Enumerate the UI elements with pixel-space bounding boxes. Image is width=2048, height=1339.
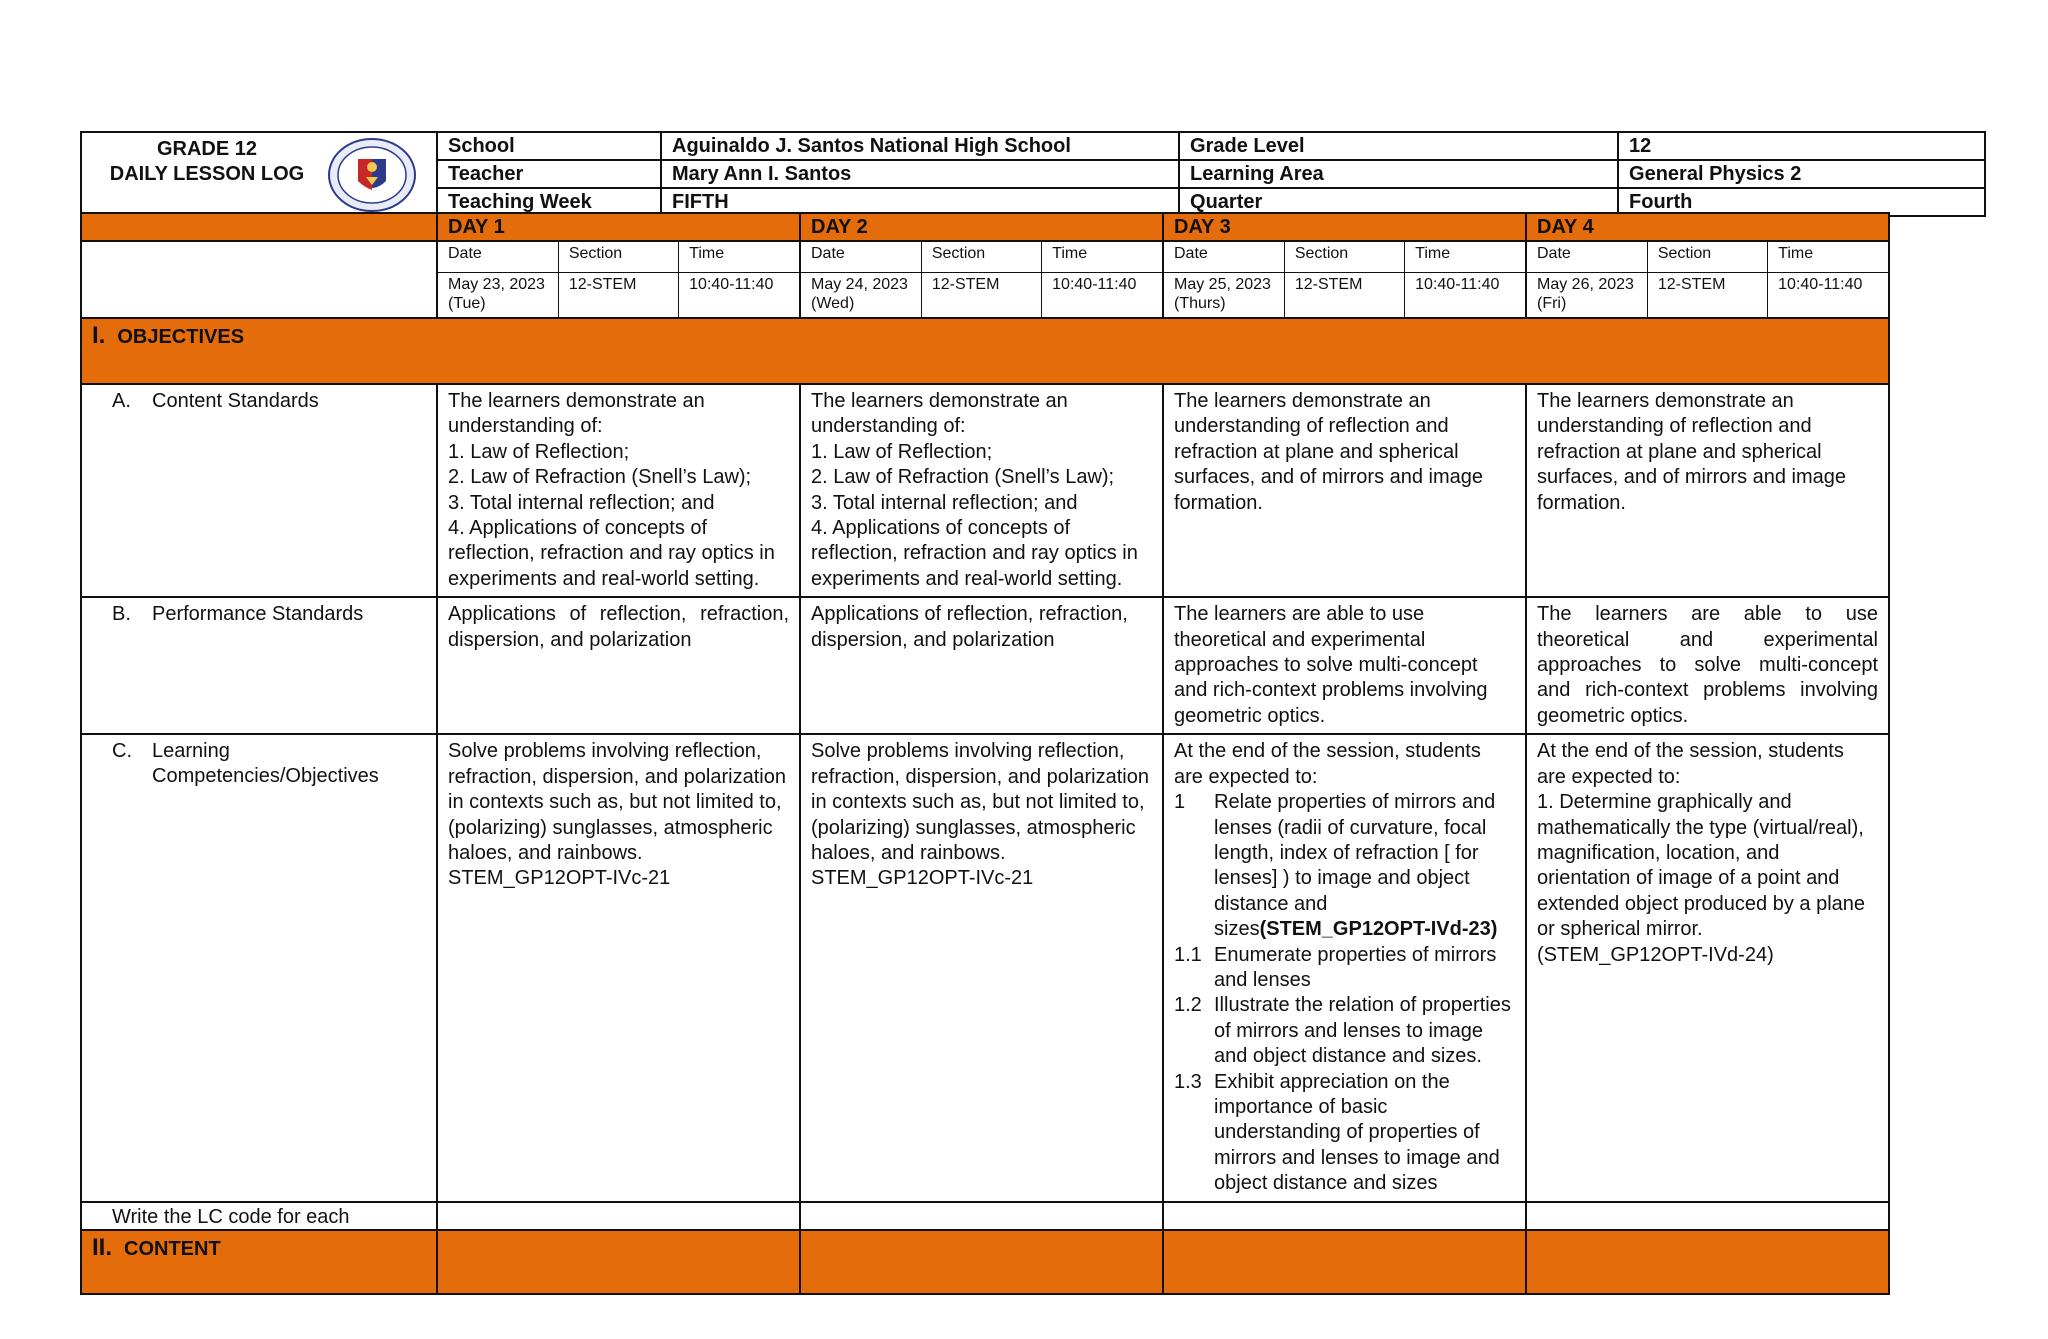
lc-code-note: Write the LC code for each <box>81 1202 437 1230</box>
day3-performance-standards: The learners are able to use theoretical and experimental approaches to solve multi-concept and rich-context problems involving geometric optics. <box>1163 597 1526 734</box>
competencies-letter: C. <box>112 740 132 763</box>
day2-cs-item: 1. Law of Reflection; <box>811 440 993 463</box>
content-heading: CONTENT <box>124 1237 221 1260</box>
quarter-label: Quarter <box>1179 188 1618 216</box>
day3-content-standards: The learners demonstrate an understanding of reflection and refraction at plane and spherical surfaces, and of mirrors and image formation. <box>1163 384 1526 597</box>
performance-standards-label-cell <box>81 597 437 734</box>
grade-level-label: Grade Level <box>1179 132 1618 160</box>
day4-lc-code-cell <box>1526 1202 1889 1230</box>
teacher-value: Mary Ann I. Santos <box>661 160 1179 188</box>
day1-header: DAY 1 <box>437 213 800 241</box>
content-standards-label <box>82 385 436 418</box>
content-standards-letter: A. <box>112 390 131 412</box>
objectives-section-header <box>81 318 1889 384</box>
performance-standards-text: Performance Standards <box>152 603 364 626</box>
day3-competencies <box>1163 734 1526 1201</box>
day1-date-label: Date <box>438 242 558 273</box>
competencies-label-cell <box>81 734 437 1201</box>
day4-date-text: May 26, 2023 <box>1537 276 1634 293</box>
day3-weekday: (Thurs) <box>1174 295 1226 312</box>
teaching-week-label: Teaching Week <box>437 188 661 216</box>
quarter-value: Fourth <box>1618 188 1985 216</box>
performance-standards-label <box>82 598 436 631</box>
day3-lc-text-body: Relate properties of mirrors and lenses (radii of curvature, focal length, index of refraction [ for lenses] ) to image and object distance and sizes <box>1214 791 1496 941</box>
day3-time: 10:40-11:40 <box>1405 273 1525 318</box>
day2-cs-item: 3. Total internal reflection; and <box>811 491 1078 514</box>
school-label: School <box>437 132 661 160</box>
day4-date-label: Date <box>1527 242 1647 273</box>
day1-content-standards <box>437 384 800 597</box>
day3-lc-text: Exhibit appreciation on the importance of basic understanding of properties of mirrors and lenses to image and object distance and sizes <box>1214 1070 1500 1195</box>
day2-cs-item: 2. Law of Refraction (Snell’s Law); <box>811 466 1115 489</box>
objectives-table <box>80 212 1890 1295</box>
teacher-label: Teacher <box>437 160 661 188</box>
day2-date <box>801 273 921 318</box>
school-value: Aguinaldo J. Santos National High School <box>661 132 1179 160</box>
day3-lc-item <box>1174 993 1515 1069</box>
day3-lc-text: Illustrate the relation of properties of mirrors and lenses to image and object distance and sizes. <box>1214 994 1511 1068</box>
day2-weekday: (Wed) <box>811 295 855 312</box>
day2-cs-intro: The learners demonstrate an understanding of: <box>811 390 1068 438</box>
competencies-text-line1: Learning <box>152 740 230 763</box>
competencies-text-line2: Competencies/Objectives <box>152 765 379 788</box>
day4-section: 12-STEM <box>1647 273 1767 318</box>
day2-date-text: May 24, 2023 <box>811 276 908 293</box>
day4-content-cell <box>1526 1230 1889 1294</box>
day2-lc-code-cell <box>800 1202 1163 1230</box>
day4-section-label: Section <box>1647 242 1767 273</box>
deped-seal-icon <box>326 137 418 213</box>
day1-cs-item: 2. Law of Refraction (Snell’s Law); <box>448 466 752 489</box>
day4-lc-item: 1. Determine graphically and mathematically the type (virtual/real), magnification, location, and orientation of image of a point and extended object produced by a plane or spherical mirror. <box>1537 791 1866 941</box>
day3-lc-number: 1.2 <box>1174 994 1202 1017</box>
content-standards-label-cell <box>81 384 437 597</box>
day3-lc-number: 1.3 <box>1174 1070 1202 1093</box>
day4-weekday: (Fri) <box>1537 295 1567 312</box>
day2-competencies: Solve problems involving reflection, refraction, dispersion, and polarization in contexts such as, but not limited to, (polarizing) sunglasses, atmospheric haloes, and rainbows. STEM_GP12OPT-IVc-21 <box>800 734 1163 1201</box>
title-log: DAILY LESSON LOG <box>109 163 305 185</box>
day1-competencies: Solve problems involving reflection, refraction, dispersion, and polarization in contexts such as, but not limited to, (polarizing) sunglasses, atmospheric haloes, and rainbows. STEM_GP12OPT-IVc-21 <box>437 734 800 1201</box>
day1-cs-item: 4. Applications of concepts of reflection, refraction and ray optics in experiments and real-world setting. <box>448 517 775 590</box>
day1-weekday: (Tue) <box>448 295 486 312</box>
day2-content-standards <box>800 384 1163 597</box>
day1-date <box>438 273 558 318</box>
day3-date-label: Date <box>1164 242 1284 273</box>
day2-time-label: Time <box>1042 242 1162 273</box>
performance-standards-letter: B. <box>112 603 131 626</box>
day1-time-label: Time <box>679 242 799 273</box>
day2-cs-item: 4. Applications of concepts of reflection, refraction and ray optics in experiments and real-world setting. <box>811 517 1138 590</box>
day3-lc-code: (STEM_GP12OPT-IVd-23) <box>1259 918 1498 941</box>
day3-lc-item <box>1174 790 1515 942</box>
day3-content-cell <box>1163 1230 1526 1294</box>
day3-lc-number: 1.1 <box>1174 943 1202 966</box>
day4-lc-code: (STEM_GP12OPT-IVd-24) <box>1537 943 1774 966</box>
day2-section: 12-STEM <box>921 273 1041 318</box>
schedule-blank <box>81 241 437 318</box>
teaching-week-value: FIFTH <box>661 188 1179 216</box>
day2-performance-standards: Applications of reflection, refraction, dispersion, and polarization <box>800 597 1163 734</box>
day4-time-label: Time <box>1768 242 1888 273</box>
day4-performance-standards: The learners are able to use theoretical and experimental approaches to solve multi-concept and rich-context problems involving geometric optics. <box>1526 597 1889 734</box>
daily-lesson-log-table <box>80 131 1986 217</box>
day3-lc-text <box>1214 790 1515 942</box>
title-grade: GRADE 12 <box>156 138 258 160</box>
day1-schedule <box>437 241 800 318</box>
day1-content-cell <box>437 1230 800 1294</box>
day1-date-text: May 23, 2023 <box>448 276 545 293</box>
day1-section: 12-STEM <box>558 273 678 318</box>
day3-section: 12-STEM <box>1284 273 1404 318</box>
day1-lc-code-cell <box>437 1202 800 1230</box>
day3-lc-number: 1 <box>1174 791 1186 814</box>
day3-lc-code-cell <box>1163 1202 1526 1230</box>
day3-section-label: Section <box>1284 242 1404 273</box>
day4-time: 10:40-11:40 <box>1768 273 1888 318</box>
day3-lc-intro: At the end of the session, students are expected to: <box>1174 740 1481 788</box>
day3-lc-item <box>1174 943 1515 994</box>
day4-competencies <box>1526 734 1889 1201</box>
day2-schedule <box>800 241 1163 318</box>
day1-cs-intro: The learners demonstrate an understanding of: <box>448 390 705 438</box>
day1-performance-standards: Applications of reflection, refraction, dispersion, and polarization <box>437 597 800 734</box>
content-standards-text: Content Standards <box>152 390 319 412</box>
day2-header: DAY 2 <box>800 213 1163 241</box>
day3-lc-text: Enumerate properties of mirrors and lenses <box>1214 943 1497 991</box>
day3-header: DAY 3 <box>1163 213 1526 241</box>
day1-cs-item: 1. Law of Reflection; <box>448 440 630 463</box>
day1-section-label: Section <box>558 242 678 273</box>
day4-schedule <box>1526 241 1889 318</box>
learning-area-label: Learning Area <box>1179 160 1618 188</box>
day2-section-label: Section <box>921 242 1041 273</box>
day3-date-text: May 25, 2023 <box>1174 276 1271 293</box>
title-cell <box>81 132 437 216</box>
day4-content-standards: The learners demonstrate an understanding of reflection and refraction at plane and spherical surfaces, and of mirrors and image formation. <box>1526 384 1889 597</box>
day3-lc-item <box>1174 1070 1515 1197</box>
log-title <box>82 137 332 187</box>
grade-level-value: 12 <box>1618 132 1985 160</box>
content-section-header <box>81 1230 437 1294</box>
competencies-label <box>82 735 436 793</box>
day-header-blank <box>81 213 437 241</box>
learning-area-value: General Physics 2 <box>1618 160 1985 188</box>
day1-time: 10:40-11:40 <box>679 273 799 318</box>
objectives-roman: I. <box>92 322 106 349</box>
day2-date-label: Date <box>801 242 921 273</box>
day3-time-label: Time <box>1405 242 1525 273</box>
day1-cs-item: 3. Total internal reflection; and <box>448 491 715 514</box>
day2-content-cell <box>800 1230 1163 1294</box>
day4-date <box>1527 273 1647 318</box>
day4-header: DAY 4 <box>1526 213 1889 241</box>
day3-date <box>1164 273 1284 318</box>
content-roman: II. <box>92 1233 113 1261</box>
objectives-heading: OBJECTIVES <box>117 326 245 348</box>
day3-schedule <box>1163 241 1526 318</box>
day2-time: 10:40-11:40 <box>1042 273 1162 318</box>
day4-lc-intro: At the end of the session, students are expected to: <box>1537 740 1844 788</box>
